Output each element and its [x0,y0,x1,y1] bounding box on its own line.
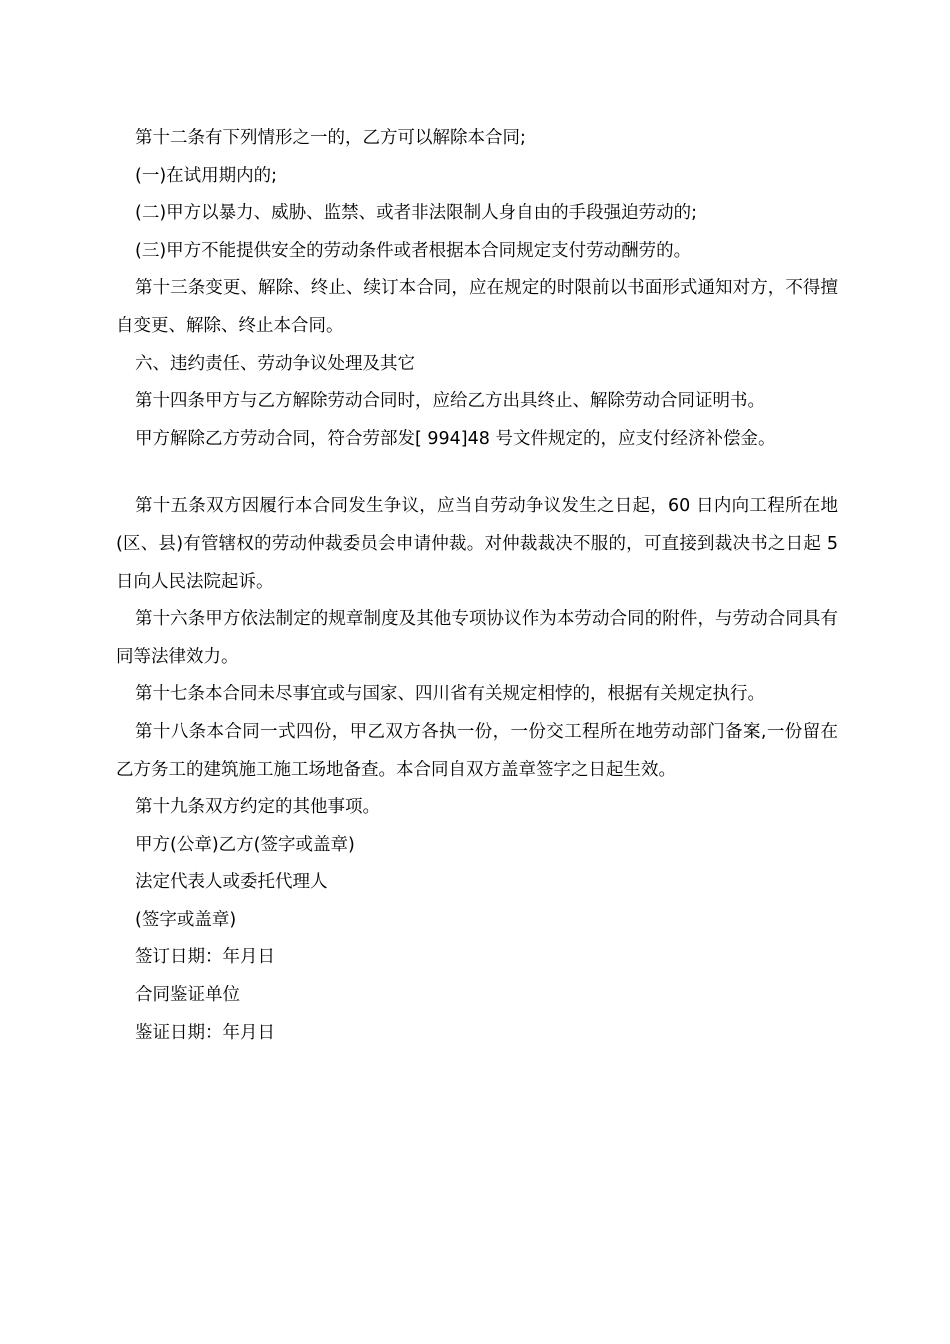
article-12-item-3: (三)甲方不能提供安全的劳动条件或者根据本合同规定支付劳动酬劳的。 [135,240,692,261]
authentication-date: 鉴证日期：年月日 [135,1022,275,1043]
article-12-item-1: (一)在试用期内的; [135,165,278,186]
article-13: 第十三条变更、解除、终止、续订本合同，应在规定的时限前以书面形式通知对方，不得擅自变更、解除、终止本合同。 [116,278,838,336]
signature-sign-or-seal: (签字或盖章) [135,909,237,930]
signature-sign-date: 签订日期：年月日 [135,947,275,968]
signature-parties: 甲方(公章)乙方(签字或盖章) [135,834,355,855]
article-14: 第十四条甲方与乙方解除劳动合同时，应给乙方出具终止、解除劳动合同证明书。 [135,391,765,412]
signature-representative: 法定代表人或委托代理人 [135,872,328,893]
article-17: 第十七条本合同未尽事宜或与国家、四川省有关规定相悖的，根据有关规定执行。 [135,684,765,705]
article-18: 第十八条本合同一式四份，甲乙双方各执一份，一份交工程所在地劳动部门备案,一份留在乙方务工的建筑施工施工场地备查。本合同自双方盖章签字之日起生效。 [116,721,838,780]
authentication-unit: 合同鉴证单位 [135,985,240,1006]
document-body [116,120,838,1052]
article-12: 第十二条有下列情形之一的，乙方可以解除本合同; [135,128,526,148]
article-12-item-2: (二)甲方以暴力、威胁、监禁、或者非法限制人身自由的手段强迫劳动的; [135,203,698,224]
section-6-heading: 六、违约责任、劳动争议处理及其它 [135,353,415,374]
article-16: 第十六条甲方依法制定的规章制度及其他专项协议作为本劳动合同的附件，与劳动合同具有同等法律效力。 [116,609,838,667]
article-14-compensation: 甲方解除乙方劳动合同，符合劳部发[ 994]48 号文件规定的，应支付经济补偿金。 [135,428,776,449]
paragraph-gap [116,458,838,488]
article-19: 第十九条双方约定的其他事项。 [135,797,380,818]
article-15: 第十五条双方因履行本合同发生争议，应当自劳动争议发生之日起，60 日内向工程所在地(区、县)有管辖权的劳动仲裁委员会申请仲裁。对仲裁裁决不服的，可直接到裁决书之日起 5 日向人民法院起诉。 [116,496,838,592]
